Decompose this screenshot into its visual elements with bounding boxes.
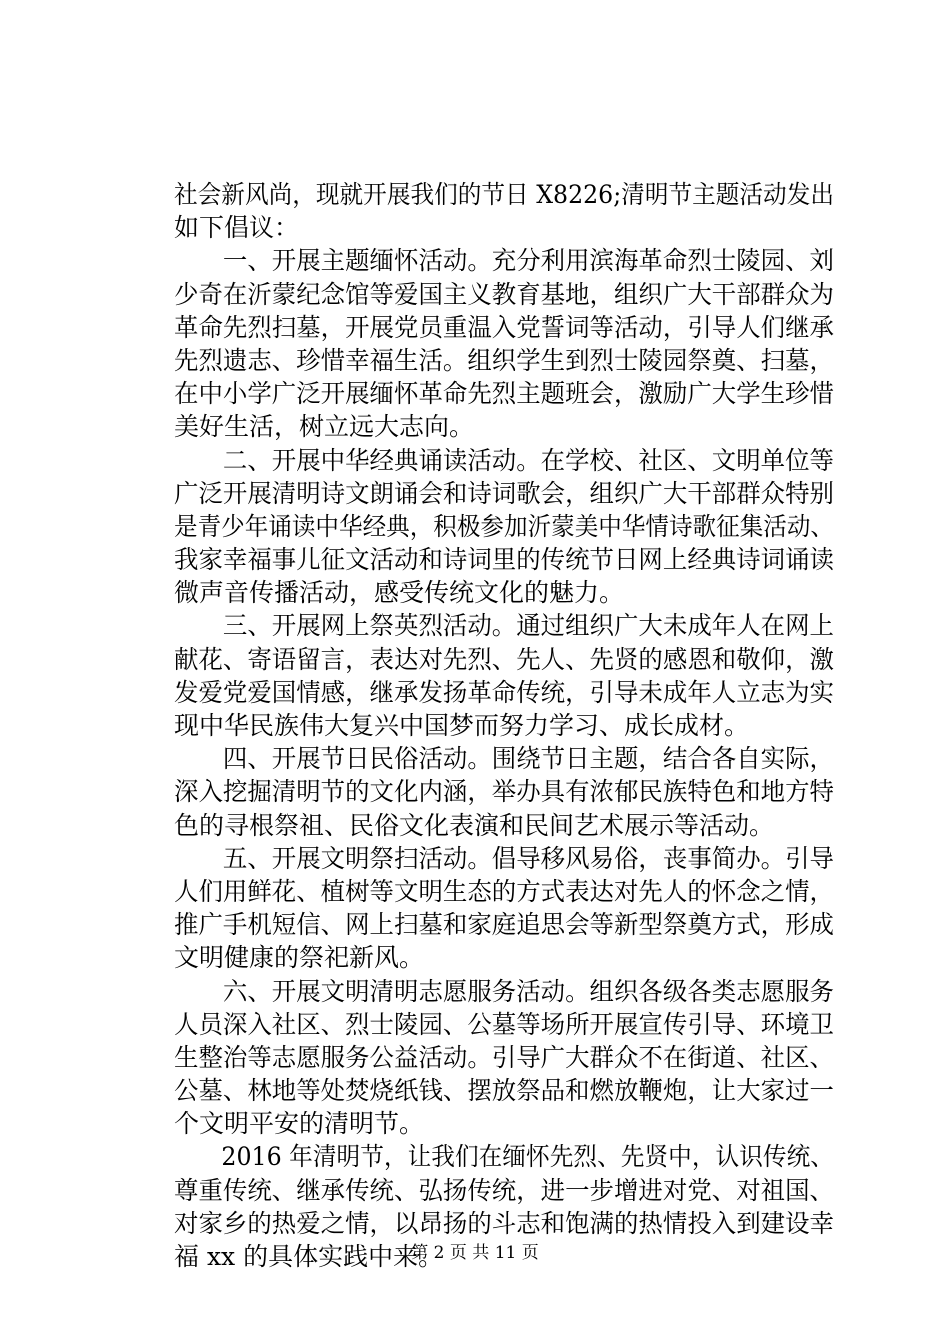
text-line-content: 社会新风尚，现就开展我们的节日 X8226;清明节主题活动发出 bbox=[174, 180, 834, 209]
text-line bbox=[174, 775, 834, 808]
text-line bbox=[174, 975, 834, 1008]
text-line bbox=[174, 842, 834, 875]
text-line-content: 如下倡议： bbox=[174, 213, 300, 243]
text-line bbox=[174, 477, 834, 510]
text-line-content: 二、开展中华经典诵读活动。在学校、社区、文明单位等 bbox=[174, 445, 834, 475]
text-line bbox=[174, 742, 834, 775]
text-line-content: 对家乡的热爱之情，以昂扬的斗志和饱满的热情投入到建设幸 bbox=[174, 1208, 834, 1238]
text-line bbox=[174, 809, 834, 842]
text-line-content: 公墓、林地等处焚烧纸钱、摆放祭品和燃放鞭炮，让大家过一 bbox=[174, 1076, 834, 1106]
text-line bbox=[174, 543, 834, 576]
text-line bbox=[174, 1140, 834, 1173]
text-line bbox=[174, 1207, 834, 1240]
text-line-content: 广泛开展清明诗文朗诵会和诗词歌会，组织广大干部群众特别 bbox=[174, 478, 834, 508]
text-line-content: 发爱党爱国情感，继承发扬革命传统，引导未成年人立志为实 bbox=[174, 677, 834, 707]
text-line bbox=[174, 609, 834, 642]
text-line-content: 六、开展文明清明志愿服务活动。组织各级各类志愿服务 bbox=[174, 976, 834, 1006]
text-line-content: 色的寻根祭祖、民俗文化表演和民间艺术展示等活动。 bbox=[174, 810, 775, 840]
text-line bbox=[174, 444, 834, 477]
text-line bbox=[174, 908, 834, 941]
text-line-content: 五、开展文明祭扫活动。倡导移风易俗，丧事简办。引导 bbox=[174, 843, 834, 873]
text-line-content: 文明健康的祭祀新风。 bbox=[174, 943, 425, 973]
text-line bbox=[174, 676, 834, 709]
text-line bbox=[174, 244, 834, 277]
text-line-content: 是青少年诵读中华经典，积极参加沂蒙美中华情诗歌征集活动、 bbox=[174, 511, 834, 541]
text-line bbox=[174, 410, 834, 443]
text-line bbox=[174, 1174, 834, 1207]
text-line-content: 在中小学广泛开展缅怀革命先烈主题班会，激励广大学生珍惜 bbox=[174, 379, 834, 409]
text-line-content: 个文明平安的清明节。 bbox=[174, 1109, 425, 1139]
text-line-content: 人员深入社区、烈士陵园、公墓等场所开展宣传引导、环境卫 bbox=[174, 1009, 834, 1039]
text-line bbox=[174, 178, 834, 211]
text-line bbox=[174, 576, 834, 609]
text-line-content: 四、开展节日民俗活动。围绕节日主题，结合各自实际， bbox=[174, 744, 834, 774]
text-line-content: 一、开展主题缅怀活动。充分利用滨海革命烈士陵园、刘 bbox=[174, 246, 834, 276]
text-line-content: 现中华民族伟大复兴中国梦而努力学习、成长成材。 bbox=[174, 711, 750, 740]
text-line bbox=[174, 875, 834, 908]
text-line-content: 深入挖掘清明节的文化内涵，举办具有浓郁民族特色和地方特 bbox=[174, 777, 834, 807]
text-line-content: 生整治等志愿服务公益活动。引导广大群众不在街道、社区、 bbox=[174, 1042, 834, 1072]
text-line bbox=[174, 1008, 834, 1041]
text-line-content: 先烈遗志、珍惜幸福生活。组织学生到烈士陵园祭奠、扫墓， bbox=[174, 345, 834, 375]
text-line-content: 推广手机短信、网上扫墓和家庭追思会等新型祭奠方式，形成 bbox=[174, 910, 834, 940]
text-line bbox=[174, 344, 834, 377]
text-line bbox=[174, 510, 834, 543]
text-line-content: 革命先烈扫墓，开展党员重温入党誓词等活动，引导人们继承 bbox=[174, 312, 834, 342]
page-number-footer: 第 2 页 共 11 页 bbox=[411, 1243, 539, 1263]
text-line-content: 人们用鲜花、植树等文明生态的方式表达对先人的怀念之情， bbox=[174, 876, 834, 906]
text-line bbox=[174, 643, 834, 676]
text-line-content: 福 xx 的具体实践中来。 bbox=[174, 1242, 444, 1271]
text-line-content: 少奇在沂蒙纪念馆等爱国主义教育基地，组织广大干部群众为 bbox=[174, 279, 834, 309]
document-body bbox=[174, 178, 834, 1273]
text-line bbox=[174, 1074, 834, 1107]
text-line bbox=[174, 311, 834, 344]
text-line-content: 微声音传播活动，感受传统文化的魅力。 bbox=[174, 578, 625, 608]
text-line bbox=[174, 941, 834, 974]
text-line bbox=[174, 377, 834, 410]
text-line bbox=[174, 278, 834, 311]
text-line-content: 2016 年清明节，让我们在缅怀先烈、先贤中，认识传统、 bbox=[174, 1142, 834, 1172]
text-line bbox=[174, 709, 834, 742]
text-line bbox=[174, 1107, 834, 1140]
text-line bbox=[174, 211, 834, 244]
text-line bbox=[174, 1041, 834, 1074]
text-line-content: 尊重传统、继承传统、弘扬传统，进一步增进对党、对祖国、 bbox=[174, 1175, 834, 1205]
text-line-content: 三、开展网上祭英烈活动。通过组织广大未成年人在网上 bbox=[174, 611, 834, 641]
text-line-content: 美好生活，树立远大志向。 bbox=[174, 412, 475, 442]
text-line-content: 我家幸福事儿征文活动和诗词里的传统节日网上经典诗词诵读 bbox=[174, 545, 834, 575]
text-line-content: 献花、寄语留言，表达对先烈、先人、先贤的感恩和敬仰，激 bbox=[174, 644, 834, 674]
